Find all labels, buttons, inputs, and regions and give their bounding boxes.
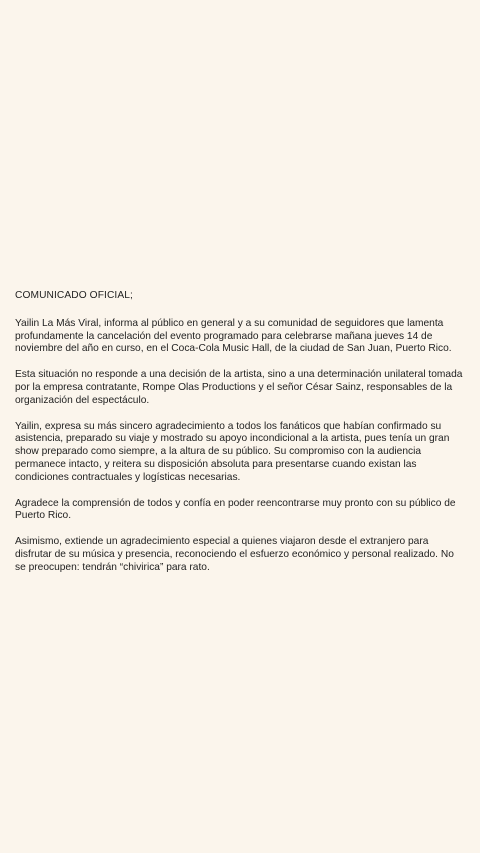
statement-paragraph-reunion: Agradece la comprensión de todos y confía en poder reencontrarse muy pronto con su público de Puerto Rico. xyxy=(15,497,456,522)
statement-paragraph-cancellation: Yailin La Más Viral, informa al público en general y a su comunidad de seguidores que lamenta profundamente la cancelación del evento programado para celebrarse mañana jueves 14 de noviembre del año en curso, en el Coca-Cola Music Hall, de la ciudad de San Juan, Puerto Rico. xyxy=(15,317,452,355)
statement-paragraph-responsibility: Esta situación no responde a una decisión de la artista, sino a una determinación unilateral tomada por la empresa contratante, Rompe Olas Productions y el señor César Sainz, responsables de la organización del espectáculo. xyxy=(15,369,463,406)
official-statement xyxy=(15,290,467,588)
statement-heading: COMUNICADO OFICIAL; xyxy=(15,290,133,301)
statement-paragraph-travelers: Asimismo, extiende un agradecimiento especial a quienes viajaron desde el extranjero para disfrutar de su música y presencia, reconociendo el esfuerzo económico y personal realizado. No se preocupen: tendrán “chivirica” para rato. xyxy=(15,536,454,573)
statement-paragraph-gratitude: Yailin, expresa su más sincero agradecimiento a todos los fanáticos que habían confirmado su asistencia, preparado su viaje y mostrado su apoyo incondicional a la artista, pues tenía un gran show preparado como siempre, a la altura de su público. Su compromiso con la audiencia permanece intacto, y reitera su disposición absoluta para presentarse cuando existan las condiciones contractuales y logísticas necesarias. xyxy=(15,420,450,483)
